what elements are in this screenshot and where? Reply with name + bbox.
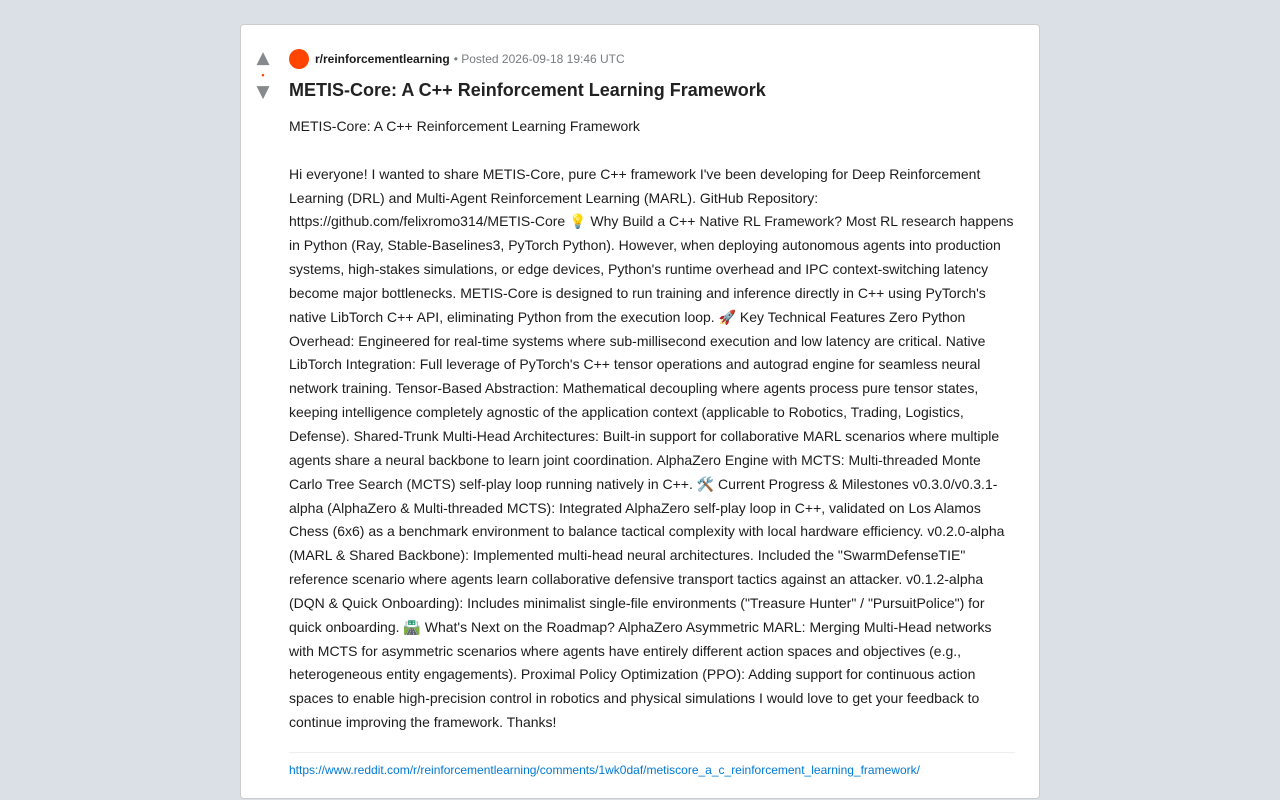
post-footer	[289, 752, 1015, 777]
posted-timestamp: • Posted 2026-09-18 19:46 UTC	[453, 52, 625, 66]
subreddit-avatar-icon[interactable]	[289, 49, 309, 69]
post-meta	[289, 49, 1015, 69]
post-content	[289, 49, 1015, 777]
downvote-arrow-icon[interactable]: ▼	[256, 82, 270, 102]
vote-score: •	[261, 70, 265, 80]
post-body-text: Hi everyone! I wanted to share METIS-Core, pure C++ framework I've been developing for Deep Reinforcement Learning (DRL) and Multi-Agent Reinforcement Learning (MARL). GitHub Repository: https://github.com/felixromo314/METIS-Core 💡 Why Build a C++ Native RL Framework? Most RL research happens in Python (Ray, Stable-Baselines3, PyTorch Python). However, when deploying autonomous agents into production systems, high-stakes simulations, or edge devices, Python's runtime overhead and IPC context-switching latency become major bottlenecks. METIS-Core is designed to run training and inference directly in C++ using PyTorch's native LibTorch C++ API, eliminating Python from the execution loop. 🚀 Key Technical Features Zero Python Overhead: Engineered for real-time systems where sub-millisecond execution and low latency are critical. Native LibTorch Integration: Full leverage of PyTorch's C++ tensor operations and autograd engine for seamless neural network training. Tensor-Based Abstraction: Mathematical decoupling where agents process pure tensor states, keeping intelligence completely agnostic of the application context (applicable to Robotics, Trading, Logistics, Defense). Shared-Trunk Multi-Head Architectures: Built-in support for collaborative MARL scenarios where multiple agents share a neural backbone to learn joint coordination. AlphaZero Engine with MCTS: Multi-threaded Monte Carlo Tree Search (MCTS) self-play loop running natively in C++. 🛠️ Current Progress & Milestones v0.3.0/v0.3.1-alpha (AlphaZero & Multi-threaded MCTS): Integrated AlphaZero self-play loop in C++, validated on Los Alamos Chess (6x6) as a benchmark environment to balance tactical complexity with local hardware efficiency. v0.2.0-alpha (MARL & Shared Backbone): Implemented multi-head neural architectures. Included the "SwarmDefenseTIE" reference scenario where agents learn collaborative defensive transport tactics against an attacker. v0.1.2-alpha (DQN & Quick Onboarding): Includes minimalist single-file environments ("Treasure Hunter" / "PursuitPolice") for quick onboarding. 🛣️ What's Next on the Roadmap? AlphaZero Asymmetric MARL: Merging Multi-Head networks with MCTS for asymmetric scenarios where agents have entirely different action spaces and objectives (e.g., heterogeneous entity engagements). Proximal Policy Optimization (PPO): Adding support for continuous action spaces to enable high-precision control in robotics and physical simulations I would love to get your feedback to continue improving the framework. Thanks!	[289, 165, 1014, 731]
upvote-arrow-icon[interactable]: ▲	[256, 48, 270, 68]
post-title[interactable]: METIS-Core: A C++ Reinforcement Learning Framework	[289, 80, 766, 100]
vote-column	[241, 49, 285, 101]
post-body	[289, 115, 1015, 735]
post-card	[240, 24, 1040, 799]
subreddit-link[interactable]: r/reinforcementlearning	[315, 52, 450, 66]
paragraph-gap	[289, 139, 1015, 163]
post-permalink[interactable]: https://www.reddit.com/r/reinforcementlearning/comments/1wk0daf/metiscore_a_c_reinforcement_learning_framework/	[289, 762, 920, 777]
post-body-heading: METIS-Core: A C++ Reinforcement Learning Framework	[289, 118, 640, 134]
